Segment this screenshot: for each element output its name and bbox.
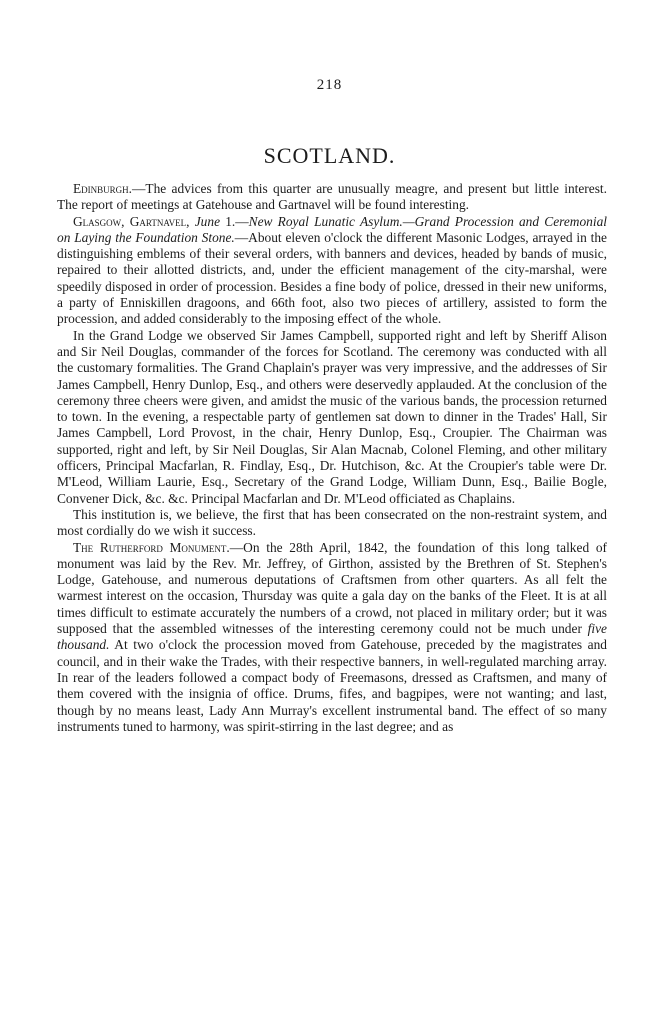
paragraph [57, 181, 607, 214]
paragraph-text: —The advices from this quarter are unusually meagre, and present but little interest. The report of meetings at Gatehouse and Gartnavel will be found interesting. [57, 181, 607, 213]
italic-text: five thousand. [57, 621, 607, 653]
paragraph [57, 328, 607, 507]
paragraph-text: In the Grand Lodge we observed Sir James Campbell, supported right and left by Sheriff Alison and Sir Neil Douglas, commander of the forces for Scotland. The ceremony was conducted with all the customary formalities. The Grand Chaplain's prayer was very impressive, and the addresses of Sir James Campbell, Henry Dunlop, Esq., and others were deservedly applauded. At the conclusion of the ceremony three cheers were given, and amidst the music of the various bands, the procession returned to town. In the evening, a respectable party of gentlemen sat down to dinner in the Trades' Hall, Sir James Campbell, Lord Provost, in the chair, Henry Dunlop, Esq., Croupier. The Chairman was supported, right and left, by Sir Neil Douglas, Sir Alan Macnab, Colonel Fleming, and other military officers, Principal Macfarlan, R. Findlay, Esq., Dr. Hutchison, &c. At the Croupier's table were Dr. M'Leod, William Laurie, Esq., Secretary of the Grand Lodge, William Dunn, Esq., Bailie Bogle, Convener Dick, &c. &c. Principal Macfarlan and Dr. M'Leod officiated as Chaplains. [57, 327, 607, 506]
paragraph-text: —About eleven o'clock the different Masonic Lodges, arrayed in the distinguishing emblems of their several orders, with banners and devices, headed by bands of music, repaired to their allotted districts, and, under the efficient management of the city-marshal, were speedily disposed in order of procession. Besides a fine body of police, dressed in their new uniforms, a party of Enniskillen dragoons, and 66th foot, also two pieces of artillery, assisted to form the procession, and added considerably to the imposing effect of the whole. [57, 229, 607, 327]
paragraph-lead: The Rutherford Monument. [73, 539, 230, 555]
paragraph [57, 214, 607, 328]
paragraph-text: At two o'clock the procession moved from Gatehouse, preceded by the magistrates and council, and in their wake the Trades, with their respective banners, in well-regulated marching array. In rear of the leaders followed a compact body of Freemasons, dressed as Craftsmen, and many of them covered with the insignia of office. Drums, fifes, and bagpipes, were not wanting; and last, though by no means least, Lady Ann Murray's excellent instrumental band. The effect of so many instruments tuned to harmony, was spirit-stirring in the last degree; and as [57, 637, 607, 734]
italic-text: June [194, 213, 221, 229]
paragraph-lead: Glasgow, Gartnavel, [73, 213, 190, 229]
paragraph-text: This institution is, we believe, the first that has been consecrated on the non-restraint system, and most cordially do we wish it success. [57, 506, 607, 539]
paragraph-lead: Edinburgh. [73, 181, 133, 196]
paragraph [57, 507, 607, 540]
body-text [57, 181, 607, 735]
italic-text: New Royal Lunatic Asylum.—Grand Procession and Ceremonial on Laying the Foundation Stone. [57, 213, 607, 245]
page-number: 218 [316, 77, 343, 93]
paragraph-text: —On the 28th April, 1842, the foundation of this long talked of monument was laid by the Rev. Mr. Jeffrey, of Girthon, assisted by the Brethren of St. Stephen's Lodge, Gatehouse, and numerous deputations of Craftsmen from other quarters. As all felt the warmest interest on the occasion, Thursday was quite a gala day on the banks of the Fleet. It is at all times difficult to estimate accurately the numbers of a crowd, not placed in military order; but it was supposed that the assembled witnesses of the interesting ceremony could not be much under [57, 539, 607, 637]
paragraph-text: 1.— [220, 213, 249, 229]
section-heading: SCOTLAND. [263, 143, 396, 168]
paragraph [57, 540, 607, 736]
